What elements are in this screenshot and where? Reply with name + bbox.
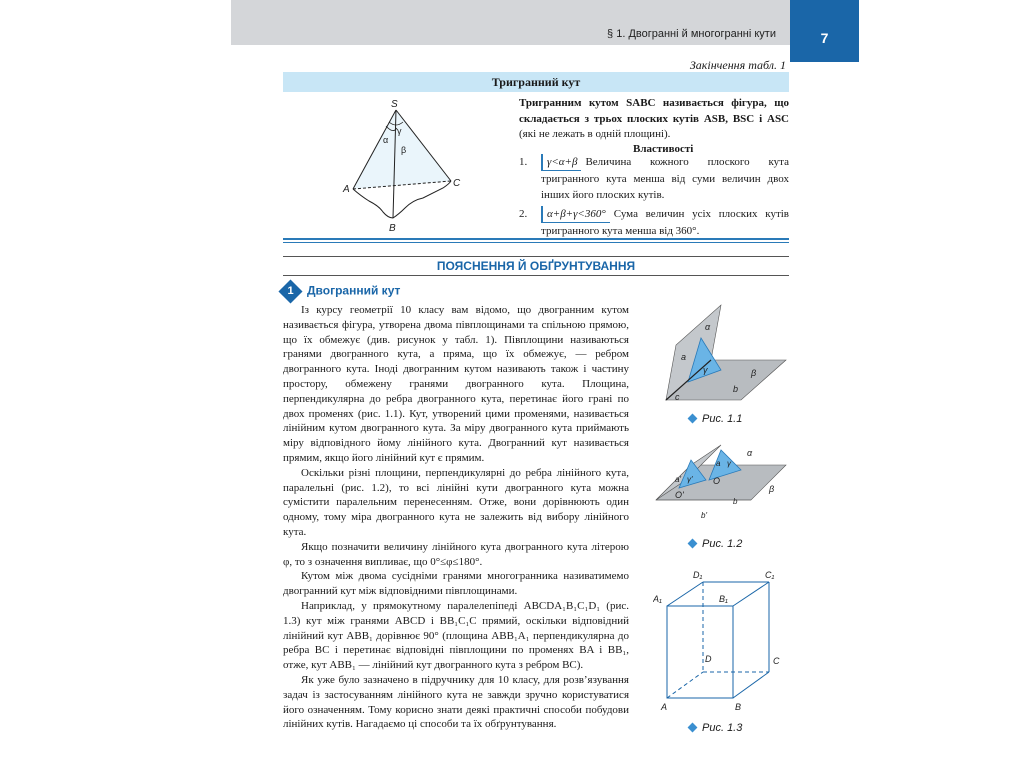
figure-1-3-caption: Рис. 1.3 xyxy=(689,722,742,734)
fig2-label-b: b xyxy=(733,497,738,506)
property-1 xyxy=(519,154,789,203)
subsection-heading xyxy=(282,283,400,300)
subsection-title: Двогранний кут xyxy=(307,283,401,298)
figure-1-1-caption: Рис. 1.1 xyxy=(689,413,742,425)
textbook-page xyxy=(231,0,859,768)
fig3-label-c1: C₁ xyxy=(765,570,775,580)
property-2 xyxy=(519,206,789,239)
table-heading: Тригранний кут xyxy=(283,72,789,92)
table-note: Закінчення табл. 1 xyxy=(689,58,786,72)
paragraph-1: Із курсу геометрії 10 класу вам відомо, що двогранним кутом називається фігура, утворена двома півплощинами та спільною прямою, що їх обмежує (див. рисунок у табл. 1). Півплощини називаються гранями двогранного кута, а пряма, що їх обмежує, — ребром двогранного кута. Іноді двогранним кутом називають також і частину простору, обмежену гранями двогранного кута. Площина, перпендикулярна до ребра двогранного кута, перетинає його грані по двох променях (рис. 1.1). Кут, утворений цими променями, називається лінійним кутом двогранного кута. За міру двогранного кута приймають міру відповідного йому лінійного кута. Двогранний кут називається прямим, якщо його лінійний кут є прямим. xyxy=(283,304,629,464)
page-header xyxy=(231,0,790,45)
property-2-formula: α+β+γ<360° xyxy=(541,206,610,223)
property-2-number: 2. xyxy=(519,208,528,220)
fig3-label-c: C xyxy=(773,656,780,666)
property-1-formula: γ<α+β xyxy=(541,154,581,171)
fig3-label-d: D xyxy=(705,654,712,664)
fig2-label-o: O xyxy=(713,476,721,486)
fig2-label-b-prime: b' xyxy=(701,511,707,520)
label-b: B xyxy=(389,223,396,234)
paragraph-4: Кутом між двома сусідніми гранями многогранника називатимемо двогранний кут між відповідними півплощинами. xyxy=(283,570,629,598)
fig3-label-d1: D₁ xyxy=(693,570,703,580)
page-number: 7 xyxy=(790,0,859,62)
definition-rest: (які не лежать в одній площині). xyxy=(519,128,671,140)
trihedral-definition xyxy=(519,96,789,143)
label-beta: β xyxy=(401,145,407,155)
paragraph-2: Оскільки різні площини, перпендикулярні до ребра лінійного кута, паралельні (рис. 1.2), то всі лінійні кути двогранного кута можна сумістити паралельним перенесенням. Отже, вони дорівнюють один одному, тому міра двогранного кута не залежить від вибору лінійного кута. xyxy=(283,466,629,538)
figure-1-3 xyxy=(653,568,793,713)
caption-diamond-icon xyxy=(688,723,698,733)
fig3-label-b1: B₁ xyxy=(719,594,728,604)
body-text xyxy=(283,303,629,732)
subsection-number-badge: 1 xyxy=(278,279,302,303)
label-s: S xyxy=(391,99,398,110)
property-1-number: 1. xyxy=(519,156,528,168)
figure-1-1 xyxy=(661,300,791,410)
fig3-label-a: A xyxy=(661,702,668,712)
paragraph-6: Як уже було зазначено в підручнику для 10 класу, для розв’язування задач із застосуванням лінійного кута не завжди зручно користуватися його означенням. Тому корисно знати деякі практичні способи побудови лінійних кутів. Нагадаємо ці способи та їх обґрунтування. xyxy=(283,673,629,731)
label-alpha: α xyxy=(383,135,389,145)
paragraph-3: Якщо позначити величину лінійного кута двогранного кута літерою φ, то з означення випливає, що 0°≤φ≤180°. xyxy=(283,540,629,568)
fig1-label-a: a xyxy=(681,352,687,362)
chapter-title: § 1. Двогранні й многогранні кути xyxy=(607,28,776,40)
fig1-label-alpha: α xyxy=(705,322,711,332)
table-bottom-rule xyxy=(283,238,789,240)
property-2-text: Сума величин усіх плоских кутів тригранного кута менша від 360°. xyxy=(541,208,789,237)
label-c: C xyxy=(453,178,461,189)
paragraph-5: Наприклад, у прямокутному паралелепіпеді ABCDA₁B₁C₁D₁ (рис. 1.3) кут між гранями ABCD і BB₁C₁C прямий, оскільки відповідний лінійний кут ABB₁ дорівнює 90° (площина ABB₁A₁ перпендикулярна до ребра BC і перетинає відповідні півплощини по променях BA і BB₁, отже, кут ABB₁ — лінійний кут двогранного кута з ребром BC). xyxy=(283,599,629,672)
fig2-label-a: a xyxy=(716,459,721,468)
label-gamma: γ xyxy=(397,126,402,136)
fig1-label-gamma: γ xyxy=(703,365,708,375)
figure-1-2-caption: Рис. 1.2 xyxy=(689,538,742,550)
fig2-label-a-prime: a' xyxy=(675,475,681,484)
fig2-label-gamma: γ xyxy=(727,459,731,468)
fig2-label-o-prime: O' xyxy=(675,490,684,500)
definition-bold: Тригранним кутом SABC називається фігура, що складається з трьох плоских кутів ASB, BSC і ASC xyxy=(519,97,789,125)
property-1-text: Величина кожного плоского кута тригранного кута менша від суми величин двох інших його плоских кутів. xyxy=(541,156,789,201)
caption-diamond-icon xyxy=(688,539,698,549)
figure-1-2 xyxy=(651,440,791,535)
fig2-label-alpha: α xyxy=(747,448,753,458)
fig1-label-beta: β xyxy=(751,368,757,378)
fig3-label-a1: A₁ xyxy=(653,594,662,604)
properties-title: Властивості xyxy=(633,143,694,155)
caption-diamond-icon xyxy=(688,414,698,424)
fig3-label-b: B xyxy=(735,702,742,712)
fig2-label-beta: β xyxy=(769,484,775,494)
fig2-label-gamma-prime: γ' xyxy=(687,475,693,484)
label-a: A xyxy=(343,184,350,195)
fig1-label-c: c xyxy=(675,392,680,402)
fig1-label-b: b xyxy=(733,384,739,394)
trihedral-angle-figure xyxy=(331,96,471,236)
section-title: ПОЯСНЕННЯ Й ОБҐРУНТУВАННЯ xyxy=(283,256,789,276)
table-bottom-rule-2 xyxy=(283,242,789,243)
